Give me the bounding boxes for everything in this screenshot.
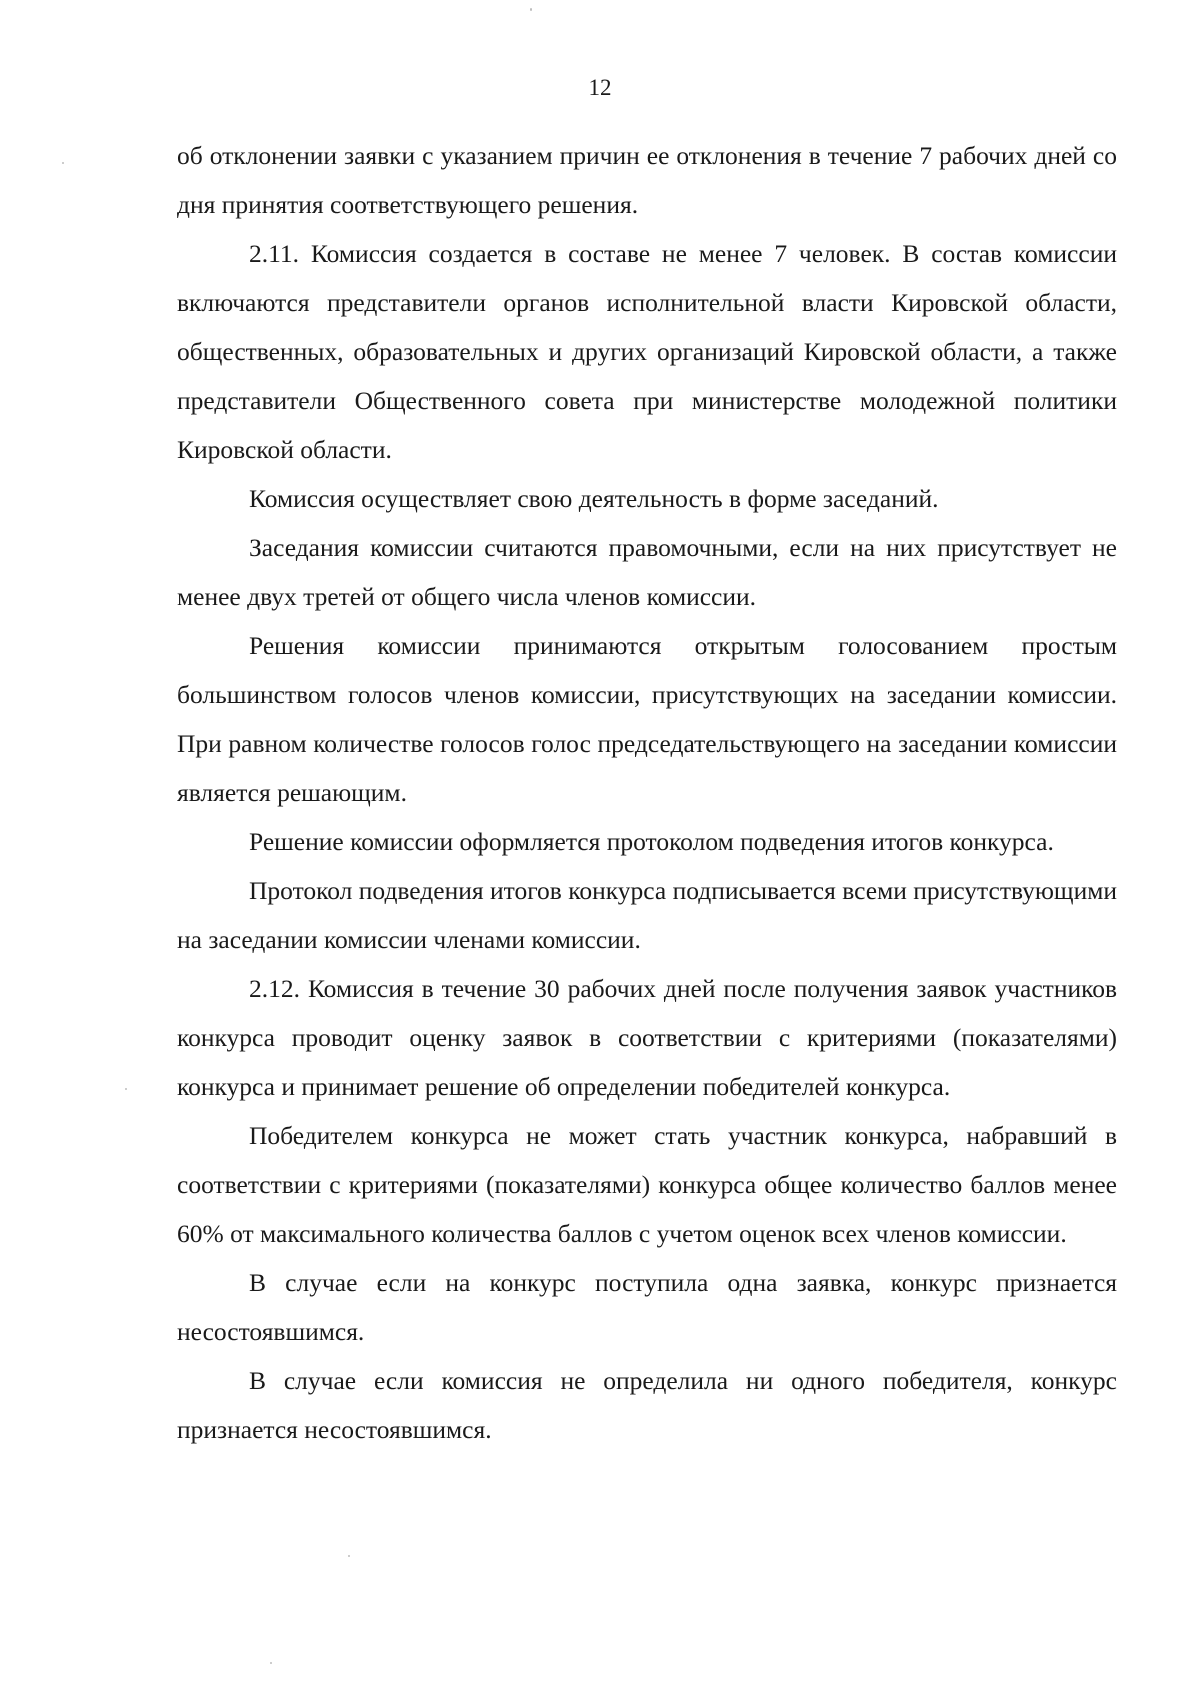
scan-speck — [270, 1662, 272, 1664]
paragraph-winner-threshold: Победителем конкурса не может стать участник конкурса, набравший в соответствии с критериями (показателями) конкурса общее количество баллов менее 60% от максимального количества баллов с учетом оценок всех членов комиссии. — [177, 1121, 1117, 1248]
paragraph-quorum: Заседания комиссии считаются правомочными, если на них присутствует не менее двух третей от общего числа членов комиссии. — [177, 533, 1117, 611]
paragraph-single-application: В случае если на конкурс поступила одна заявка, конкурс признается несостоявшимся. — [177, 1268, 1117, 1346]
page-number: 12 — [588, 75, 612, 100]
scan-speck — [530, 8, 532, 11]
scan-speck — [348, 1555, 350, 1557]
scan-speck — [62, 162, 64, 164]
paragraph-voting: Решения комиссии принимаются открытым голосованием простым большинством голосов членов комиссии, присутствующих на заседании комиссии. При равном количестве голосов голос председательствующего на заседании комиссии является решающим. — [177, 631, 1117, 807]
paragraph-meetings-form: Комиссия осуществляет свою деятельность в форме заседаний. — [249, 484, 939, 513]
paragraph-protocol-decision: Решение комиссии оформляется протоколом подведения итогов конкурса. — [249, 827, 1054, 856]
paragraph-2-12: 2.12. Комиссия в течение 30 рабочих дней после получения заявок участников конкурса проводит оценку заявок в соответствии с критериями (показателями) конкурса и принимает решение об определении победителей конкурса. — [177, 974, 1117, 1101]
document-body — [177, 131, 1117, 1454]
scan-speck — [125, 1088, 127, 1090]
paragraph-continuation: об отклонении заявки с указанием причин ее отклонения в течение 7 рабочих дней со дня принятия соответствующего решения. — [177, 141, 1117, 219]
paragraph-2-11: 2.11. Комиссия создается в составе не менее 7 человек. В состав комиссии включаются представители органов исполнительной власти Кировской области, общественных, образовательных и других организаций Кировской области, а также представители Общественного совета при министерстве молодежной политики Кировской области. — [177, 239, 1117, 464]
paragraph-protocol-signing: Протокол подведения итогов конкурса подписывается всеми присутствующими на заседании комиссии членами комиссии. — [177, 876, 1117, 954]
paragraph-no-winner: В случае если комиссия не определила ни одного победителя, конкурс признается несостоявшимся. — [177, 1366, 1117, 1444]
